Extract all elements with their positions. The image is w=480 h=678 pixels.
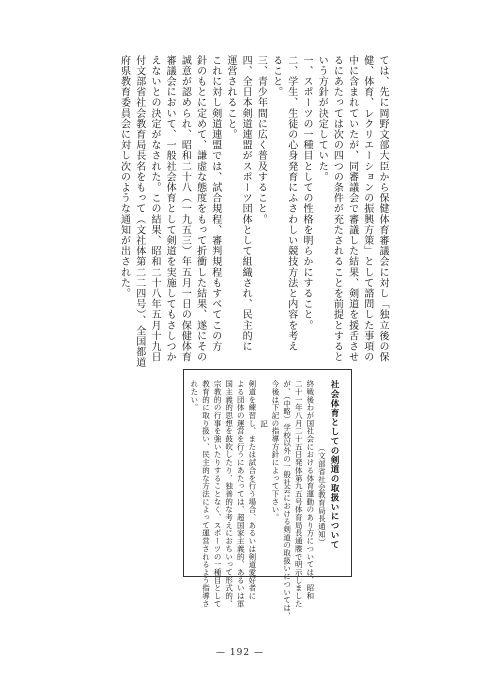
condition-2: 二、学生、生徒の心身発育にふさわしい競技方法と内容を考え [285,55,297,352]
body-line: るにあたっては次の四つの条件が充たされることを前提とすると [331,55,343,363]
body-line: 健、体育、レクリエーションの振興方策」として諮問した事項の [361,55,373,363]
main-body-text [90,55,390,368]
notice-item-line: 剣道を練習し、または試合を行う場合、あるいは剣道愛好者に [247,380,257,600]
body-line: 府県教育委員会に対し次のような通知が出された。 [118,55,130,299]
notice-intro-line: が、（中略）学校以外の一般社会における剣道の取扱いについては、 [282,380,292,620]
body-line: 審議会において、一般社会体育として剣道を実施してもさしつか [164,55,176,363]
body-line: えないとの決定がなされた。この結果、昭和二十八年五月十九日 [148,55,160,363]
notice-item-line: 国主義的思想を鼓吹したり、独善的な考えにおちいって形式的、 [224,380,234,608]
notice-item-line: れたい。 [189,380,199,412]
page-number: — 192 — [216,648,264,658]
notice-title: 社会体育としての剣道の取扱いについて [329,380,339,550]
body-line: 中に含まれていたが、同審議会で審議した結果、剣道を援舌させ [346,55,358,363]
condition-2-cont: ること。 [270,55,282,98]
condition-1: 一、スポーツの一種目としての性格を明らかにすること。 [300,55,312,331]
condition-4: 四、全日本剣道連盟がスポーツ団体として組織され、民主的に [240,55,252,352]
condition-4-cont: 運営されること。 [224,55,236,140]
notice-text [189,380,339,620]
notice-intro-line: 終戦後わが国社会における体育運動のあり方については、昭和 [305,380,315,600]
condition-3: 三、青少年間に広く普及すること。 [255,55,267,225]
notice-intro-line: 今後は下記の指導方針によって下さい。 [271,380,281,522]
body-line: 針のもとに定めて、謙虚な態度をもって折衝した結果、遂にその [194,55,206,363]
body-line: 誠意が認められ、昭和二十八（一九五三）年五月一日の保健体育 [179,55,191,363]
notice-source: （文部省社会教育局長通知） [317,444,327,547]
notice-heading: 記 [259,420,269,428]
notice-box [183,369,352,620]
notice-item-line: 教育的に取り扱い、民主的な方法によって運営されるよう指導さ [201,380,211,608]
notice-item-line: 宗教的の行事を強いたりすることなく、スポーツの一種目として [213,380,223,608]
body-line: これに対し剣道連盟では、試合規程、審判規程もすべてこの方 [209,55,221,352]
body-line: 付文部省社会教育局長名をもって（文社体第二二四号）、全国都道 [133,55,145,368]
notice-item-line: よる団体の運営を行うにあたっては、超国家主義的、あるいは軍 [236,380,246,608]
body-line: いう方針が決定していた。 [316,55,328,183]
notice-intro-line: 二十一年八月二十五日発体第九五号体育局長通牒で明示しました [294,380,304,608]
body-line: ては、先に岡野文部大臣から保健体育審議会に対し「独立後の保 [377,55,388,363]
